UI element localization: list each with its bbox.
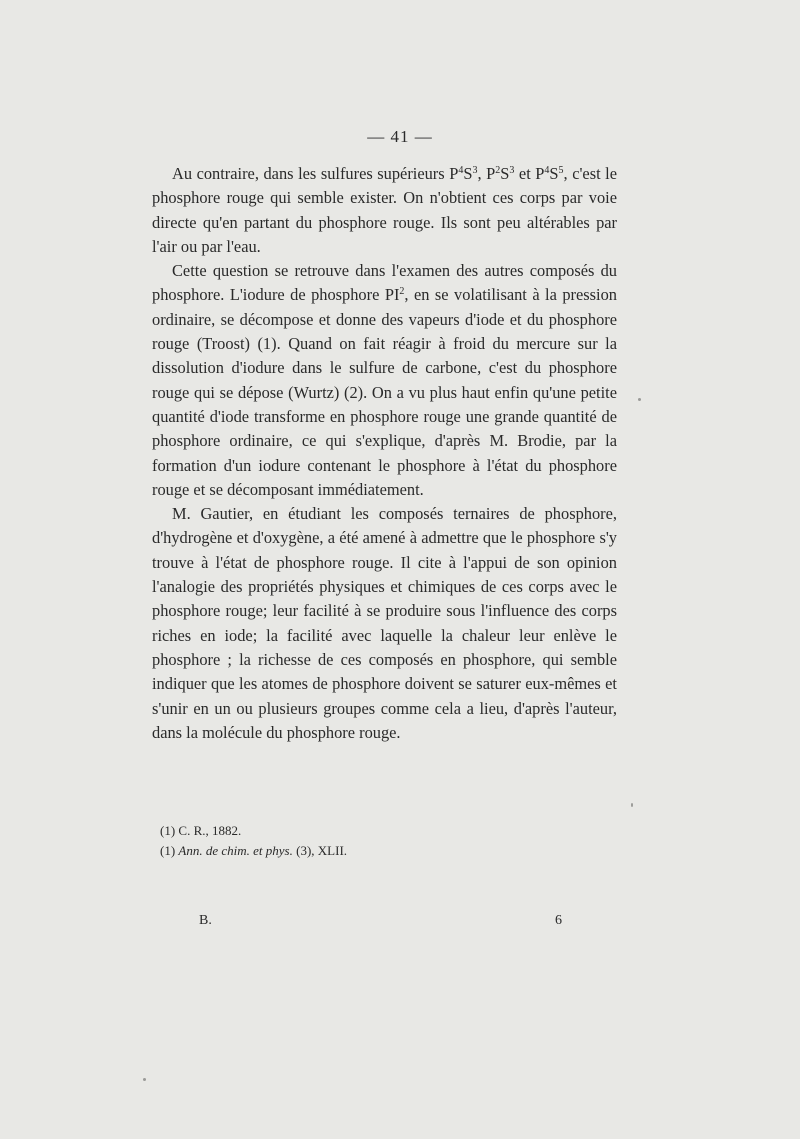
paragraph	[152, 162, 617, 259]
text-run: M. Gautier, en étudiant les composés ternaires de phosphore, d'hydrogène et d'oxygène, a été amené à admettre que le phosphore s'y trouve à l'état de phosphore rouge. Il cite à l'appui de son opinion l'analogie des propriétés physiques et chimiques de ces corps avec le phosphore rouge; leur facilité à se produire sous l'influence des corps riches en iode; la facilité avec laquelle la chaleur leur enlève le phosphore ; la richesse de ces composés en phosphore, qui semble indiquer que les atomes de phosphore doivent se saturer eux-mêmes et s'unir en un ou plusieurs groupes comme cela a lieu, d'après l'auteur, dans la molécule du phosphore rouge.	[152, 504, 617, 742]
superscript-index: 2	[495, 165, 501, 176]
footnote-marker: (1)	[160, 843, 176, 858]
superscript-index: 2	[399, 286, 405, 298]
footnote	[160, 841, 600, 861]
text-run: , P	[477, 164, 496, 183]
footnote	[160, 821, 600, 841]
text-run: S	[500, 164, 510, 183]
paragraph	[152, 502, 617, 745]
scan-speck	[631, 803, 633, 807]
page-number: — 41 —	[367, 127, 433, 146]
superscript-index: 3	[472, 165, 478, 176]
text-run: Au contraire, dans les sulfures supérieurs P	[172, 164, 459, 183]
footnote-journal: Ann. de chim. et phys.	[178, 843, 293, 858]
footnotes	[160, 821, 600, 861]
scan-speck	[143, 1078, 146, 1081]
scan-speck	[638, 398, 641, 401]
text-run: Cette question se retrouve dans l'examen des autres composés du phosphore. L'iodure de phosphore PI	[152, 261, 617, 305]
text-run: S	[549, 164, 559, 183]
text-run: , en se volatilisant à la pression ordinaire, se décompose et donne des vapeurs d'iode et du phosphore rouge (Troost) (1). Quand on fait réagir à froid du mercure sur la dissolution d'iodure dans le sulfure de carbone, c'est du phosphore rouge qui se dépose (Wurtz) (2). On a vu plus haut enfin qu'une petite quantité d'iode transforme en phosphore rouge une grande quantité de phosphore ordinaire, ce qui s'explique, d'après M. Brodie, par la formation d'un iodure contenant le phosphore à l'état du phosphore rouge et se décomposant immédiatement.	[152, 285, 617, 499]
footnote-text: C. R., 1882.	[178, 823, 242, 838]
text-run: S	[463, 164, 473, 183]
superscript-index: 5	[558, 165, 564, 176]
footnote-marker: (1)	[160, 823, 176, 838]
signature-number: 6	[555, 913, 562, 928]
superscript-index: 4	[544, 165, 550, 176]
superscript-index: 3	[509, 165, 515, 176]
superscript-index: 4	[458, 165, 464, 176]
paragraph	[152, 259, 617, 502]
body-text	[152, 162, 617, 745]
footnote-text: (3), XLII.	[292, 843, 348, 858]
text-run: , c'est le phosphore rouge qui semble exister. On n'obtient ces corps par voie directe qu'en partant du phosphore rouge. Ils sont peu altérables par l'air ou par l'eau.	[152, 164, 618, 256]
text-run: et P	[514, 164, 545, 183]
signature-mark: B.	[199, 913, 212, 928]
